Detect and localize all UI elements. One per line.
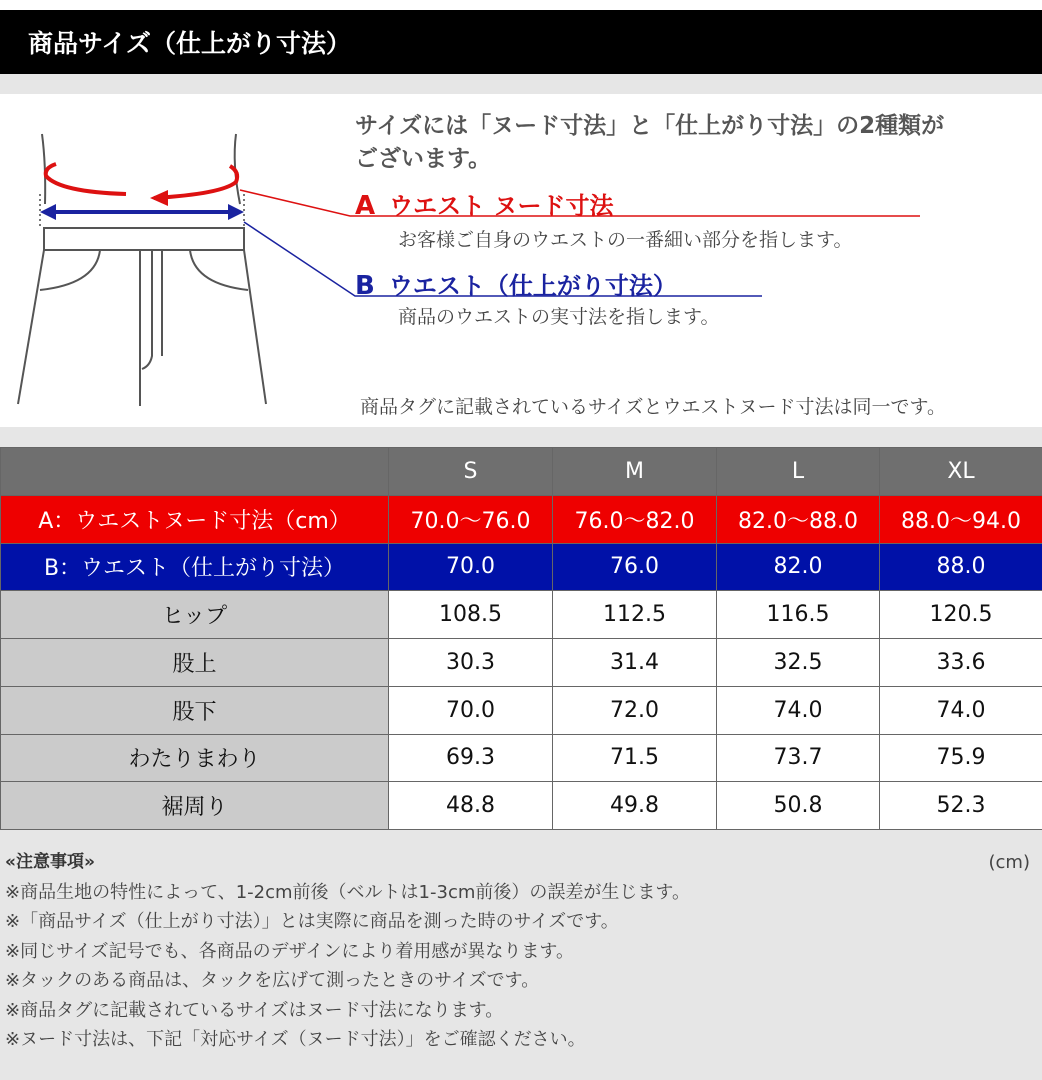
note-item: ※タックのある商品は、タックを広げて測ったときのサイズです。 — [5, 970, 540, 991]
table-cell: 88.0 — [880, 543, 1042, 591]
measure-b-title: ウエスト（仕上がり寸法） — [388, 272, 677, 300]
table-cell: 70.0 — [389, 543, 553, 591]
row-label: B：ウエスト（仕上がり寸法） — [1, 543, 389, 591]
table-row-inseam — [1, 686, 1042, 734]
intro-line-2: ございます。 — [355, 146, 492, 172]
size-table — [0, 447, 1042, 830]
note-item: ※商品生地の特性によって、1-2cm前後（ベルトは1-3cm前後）の誤差が生じます。 — [5, 881, 690, 903]
table-row-waist-finished — [1, 543, 1042, 591]
intro-line-1: サイズには「ヌード寸法」と「仕上がり寸法」の2種類が — [355, 113, 945, 139]
left-pocket — [40, 250, 100, 290]
fly-line — [142, 250, 152, 369]
measure-a-letter: A — [355, 191, 376, 221]
size-header-row — [1, 448, 1042, 496]
table-cell: 112.5 — [553, 591, 717, 639]
table-cell: 120.5 — [880, 591, 1042, 639]
table-cell: 71.5 — [553, 734, 717, 782]
notes-title: «注意事項» — [5, 852, 95, 872]
table-cell: 32.5 — [717, 639, 880, 687]
table-cell: 76.0 — [553, 543, 717, 591]
table-cell: 33.6 — [880, 639, 1042, 687]
table-cell: 48.8 — [389, 782, 553, 830]
table-cell: 116.5 — [717, 591, 880, 639]
table-row-waist-nude — [1, 495, 1042, 543]
section-title: 商品サイズ（仕上がり寸法） — [28, 29, 352, 58]
table-cell: 74.0 — [717, 686, 880, 734]
measure-a-title: ウエスト ヌード寸法 — [389, 192, 614, 220]
table-cell: 75.9 — [880, 734, 1042, 782]
measure-b-description: 商品のウエストの実寸法を指します。 — [398, 306, 720, 328]
row-label: A：ウエストヌード寸法（cm） — [1, 495, 389, 543]
section-header — [0, 10, 1042, 74]
header-cell-m: M — [553, 448, 717, 496]
note-item: ※「商品サイズ（仕上がり寸法）」とは実際に商品を測った時のサイズです。 — [5, 911, 619, 932]
note-item: ※ヌード寸法は、下記「対応サイズ（ヌード寸法）」をご確認ください。 — [5, 1029, 586, 1050]
table-row-hem — [1, 782, 1042, 830]
intro-text — [355, 110, 944, 176]
header-cell — [1, 448, 389, 496]
table-cell: 76.0〜82.0 — [553, 495, 717, 543]
pants-left-outline — [18, 250, 44, 404]
header-cell-xl: XL — [880, 448, 1042, 496]
table-cell: 74.0 — [880, 686, 1042, 734]
tag-note: 商品タグに記載されているサイズとウエストヌード寸法は同一です。 — [360, 396, 946, 418]
table-cell: 72.0 — [553, 686, 717, 734]
right-pocket — [190, 250, 248, 290]
header-cell-s: S — [389, 448, 553, 496]
unit-label: (cm) — [988, 852, 1030, 873]
measure-a-description: お客様ご自身のウエストの一番細い部分を指します。 — [398, 229, 853, 251]
measure-b-heading — [355, 266, 677, 301]
waistband — [44, 228, 244, 250]
top-strip — [0, 0, 1042, 10]
pants-right-outline — [244, 250, 266, 404]
header-cell-l: L — [717, 448, 880, 496]
table-cell: 30.3 — [389, 639, 553, 687]
table-row-thigh — [1, 734, 1042, 782]
table-cell: 82.0〜88.0 — [717, 495, 880, 543]
table-row-rise — [1, 639, 1042, 687]
note-item: ※商品タグに記載されているサイズはヌード寸法になります。 — [5, 999, 504, 1021]
row-label: ヒップ — [1, 591, 389, 639]
table-cell: 50.8 — [717, 782, 880, 830]
row-label: 裾周り — [1, 782, 389, 830]
note-item: ※同じサイズ記号でも、各商品のデザインにより着用感が異なります。 — [5, 940, 574, 962]
table-cell: 108.5 — [389, 591, 553, 639]
waist-illustration-panel — [0, 94, 1042, 427]
table-cell: 52.3 — [880, 782, 1042, 830]
table-cell: 31.4 — [553, 639, 717, 687]
table-cell: 88.0〜94.0 — [880, 495, 1042, 543]
table-cell: 70.0 — [389, 686, 553, 734]
row-label: 股下 — [1, 686, 389, 734]
row-label: 股上 — [1, 639, 389, 687]
measure-b-letter: B — [355, 271, 375, 301]
measure-a-heading — [355, 186, 613, 221]
measure-a-arrow — [46, 164, 237, 198]
table-cell: 82.0 — [717, 543, 880, 591]
table-cell: 73.7 — [717, 734, 880, 782]
table-cell: 49.8 — [553, 782, 717, 830]
row-label: わたりまわり — [1, 734, 389, 782]
table-row-hip — [1, 591, 1042, 639]
table-cell: 69.3 — [389, 734, 553, 782]
body-left-line — [42, 134, 45, 204]
table-cell: 70.0〜76.0 — [389, 495, 553, 543]
notes-section — [5, 848, 690, 1055]
